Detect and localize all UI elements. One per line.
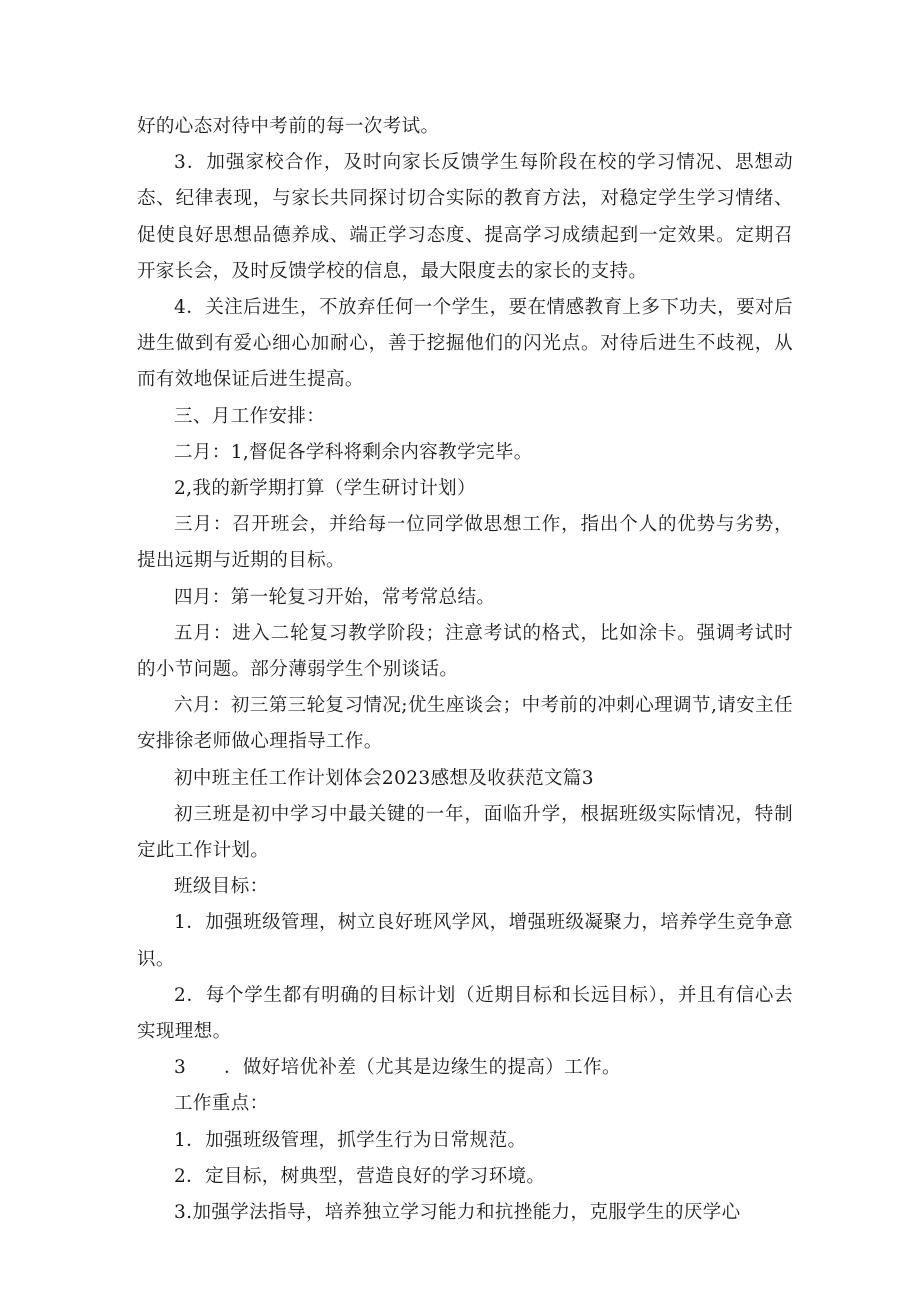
focus-item-1: 1．加强班级管理，抓学生行为日常规范。: [174, 1129, 527, 1151]
focus-item-2: 2．定目标，树典型，营造良好的学习环境。: [174, 1165, 546, 1187]
paragraph-may: 五月：进入二轮复习教学阶段；注意考试的格式，比如涂卡。强调考试时的小节问题。部分薄弱学生个别谈话。: [137, 622, 793, 681]
paragraph-february-2: 2,我的新学期打算（学生研讨计划）: [174, 478, 476, 500]
paragraph-continuation: 好的心态对待中考前的每一次考试。: [137, 116, 440, 137]
goal-item-1: 1．加强班级管理，树立良好班风学风，增强班级凝聚力，培养学生竞争意识。: [137, 912, 793, 970]
document-body: [137, 109, 793, 1231]
goal-item-2: 2．每个学生都有明确的目标计划（近期目标和长远目标），并且有信心去实现理想。: [137, 984, 793, 1043]
section-heading-work-focus: 工作重点：: [174, 1093, 269, 1115]
section-heading-monthly-plan: 三、月工作安排：: [174, 405, 326, 427]
section-heading-class-goals: 班级目标：: [174, 876, 269, 898]
paragraph-june: 六月：初三第三轮复习情况;优生座谈会；中考前的冲刺心理调节,请安主任安排徐老师做心理指导工作。: [137, 695, 793, 753]
paragraph-item-4-struggling-students: 4．关注后进生，不放弃任何一个学生，要在情感教育上多下功夫，要对后进生做到有爱心细心加耐心，善于挖掘他们的闪光点。对待后进生不歧视，从而有效地保证后进生提高。: [137, 297, 793, 391]
goal-item-3: 3 ．做好培优补差（尤其是边缘生的提高）工作。: [174, 1057, 621, 1079]
paragraph-intro: 初三班是初中学习中最关键的一年，面临升学，根据班级实际情况，特制定此工作计划。: [137, 803, 793, 862]
paragraph-april: 四月：第一轮复习开始，常考常总结。: [174, 586, 496, 608]
paragraph-item-3-home-school: 3．加强家校合作，及时向家长反馈学生每阶段在校的学习情况、思想动态、纪律表现，与家长共同探讨切合实际的教育方法，对稳定学生学习情绪、促使良好思想品德养成、端正学习态度、提高学习成绩起到一定效果。定期召开家长会，及时反馈学校的信息，最大限度去的家长的支持。: [137, 152, 793, 282]
focus-item-3: 3.加强学法指导，培养独立学习能力和抗挫能力，克服学生的厌学心: [174, 1202, 741, 1224]
paragraph-march: 三月：召开班会，并给每一位同学做思想工作，指出个人的优势与劣势，提出远期与近期的目标。: [137, 514, 793, 572]
paragraph-february: 二月：1,督促各学科将剩余内容教学完毕。: [174, 441, 533, 463]
article-title-part-3: 初中班主任工作计划体会2023感想及收获范文篇3: [174, 767, 594, 789]
